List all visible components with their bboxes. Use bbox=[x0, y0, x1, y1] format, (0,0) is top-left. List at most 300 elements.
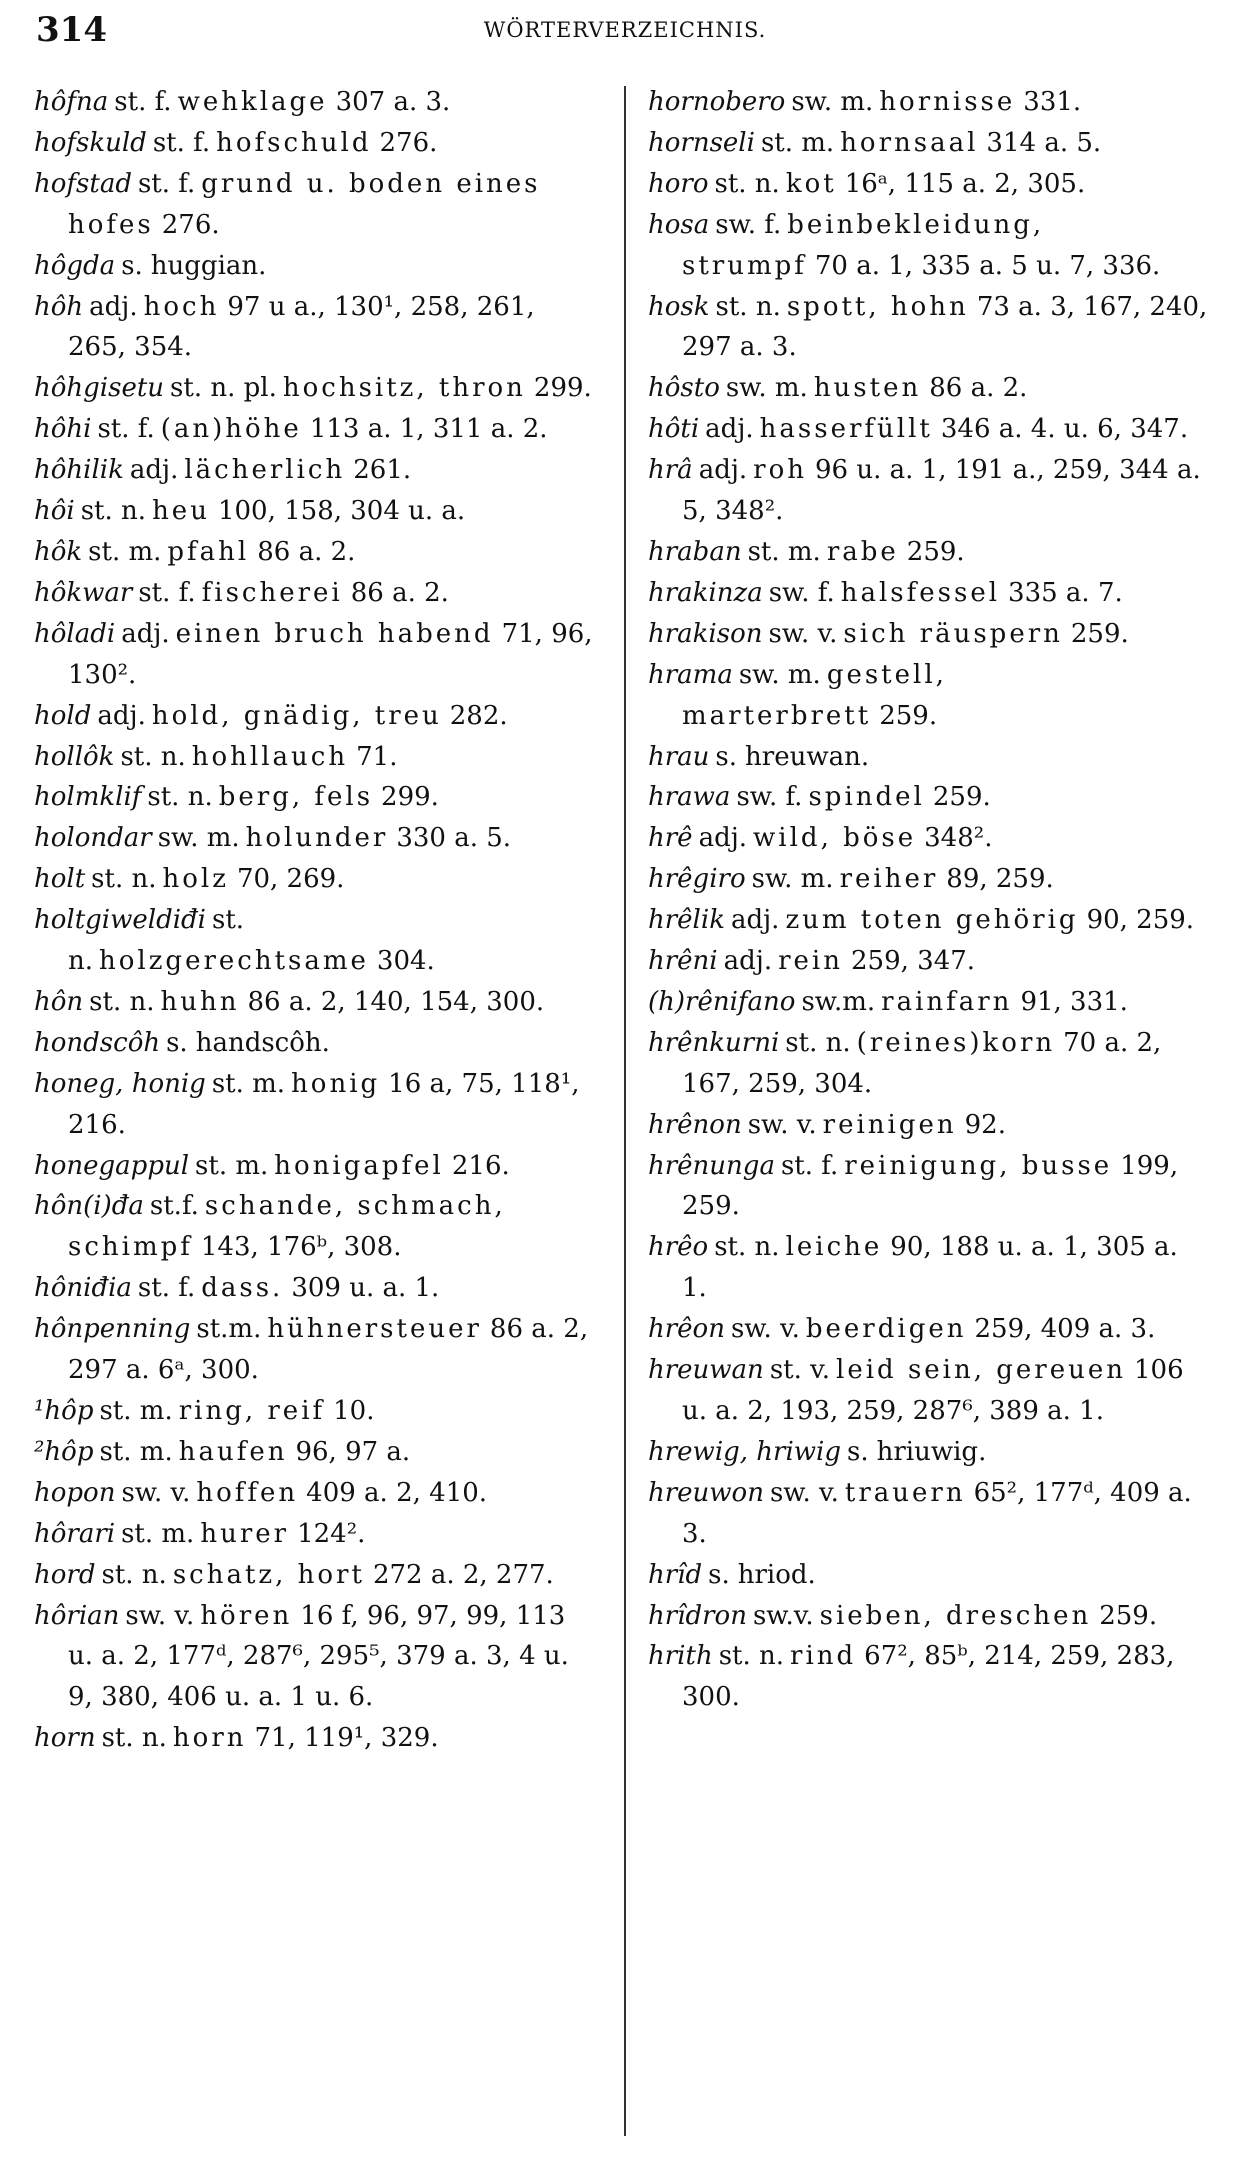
definition: beinbekleidung, strumpf bbox=[682, 209, 1045, 281]
headword: hrakinza bbox=[648, 577, 763, 608]
headword: hôsto bbox=[648, 373, 720, 404]
definition: ring, reif bbox=[178, 1396, 326, 1426]
grammar-label: st. n. bbox=[147, 782, 213, 813]
grammar-label: sw.m. bbox=[801, 986, 876, 1017]
headword: hrâ bbox=[648, 455, 693, 486]
grammar-label: adj. bbox=[698, 823, 748, 854]
definition: leiche bbox=[785, 1232, 883, 1263]
headword: hôn bbox=[34, 986, 84, 1017]
grammar-label: st. m. bbox=[88, 536, 162, 567]
definition: roh bbox=[753, 455, 807, 486]
grammar-label: st. m. bbox=[121, 1518, 195, 1549]
references: 282. bbox=[449, 700, 508, 731]
dictionary-entry bbox=[648, 532, 1208, 573]
definition: rainfarn bbox=[881, 986, 1013, 1017]
grammar-label: s. bbox=[847, 1436, 869, 1467]
dictionary-entry bbox=[34, 1391, 594, 1432]
grammar-label: st. f. bbox=[114, 87, 172, 117]
dictionary-entry bbox=[34, 1555, 594, 1596]
definition: fischerei bbox=[201, 577, 343, 608]
definition: hoffen bbox=[196, 1477, 299, 1508]
definition: huhn bbox=[160, 986, 240, 1017]
grammar-label: st.f. bbox=[149, 1191, 199, 1222]
dictionary-entry bbox=[34, 164, 594, 246]
dictionary-entry bbox=[34, 450, 594, 491]
grammar-label: st. n. bbox=[101, 1559, 167, 1590]
definition: hofschuld bbox=[216, 127, 372, 158]
dictionary-entry bbox=[648, 164, 1208, 205]
headword: hofskuld bbox=[34, 127, 147, 158]
references: 86 a. 2, 140, 154, 300. bbox=[247, 986, 545, 1017]
definition: reinigung, busse bbox=[844, 1150, 1113, 1181]
definition: wehklage bbox=[177, 87, 328, 117]
grammar-label: sw. v. bbox=[747, 1109, 817, 1140]
grammar-label: sw. v. bbox=[730, 1314, 800, 1345]
headword: hôhi bbox=[34, 414, 92, 445]
dictionary-entry bbox=[648, 573, 1208, 614]
dictionary-entry bbox=[648, 1555, 1208, 1596]
headword: holondar bbox=[34, 823, 152, 854]
grammar-label: adj. bbox=[129, 455, 179, 486]
dictionary-entry bbox=[648, 409, 1208, 450]
headword: hornobero bbox=[648, 87, 786, 117]
references: 304. bbox=[376, 946, 435, 977]
dictionary-entry bbox=[648, 777, 1208, 818]
headword: holtgiweldiđi bbox=[34, 905, 206, 936]
headword: hold bbox=[34, 700, 92, 731]
grammar-label: adj. bbox=[121, 618, 170, 649]
grammar-label: s. bbox=[708, 1559, 730, 1590]
dictionary-entry bbox=[648, 287, 1208, 369]
references: 106 u. a. 2, 193, 259, 287⁶, 389 a. 1. bbox=[682, 1355, 1184, 1426]
references: 276. bbox=[379, 127, 438, 158]
definition: rein bbox=[778, 946, 843, 977]
grammar-label: st. f. bbox=[780, 1150, 839, 1181]
headword: hrênon bbox=[648, 1109, 742, 1140]
definition: gestell, marterbrett bbox=[682, 659, 947, 731]
headword: hrênunga bbox=[648, 1150, 775, 1181]
references: 307 a. 3. bbox=[335, 87, 451, 117]
references: 216. bbox=[451, 1150, 510, 1181]
references: 309 u. a. 1. bbox=[291, 1273, 440, 1304]
headword: horn bbox=[34, 1723, 96, 1754]
definition: spindel bbox=[808, 782, 925, 813]
definition: honigapfel bbox=[274, 1150, 444, 1181]
definition: einen bruch habend bbox=[175, 618, 494, 649]
headword: honegappul bbox=[34, 1150, 190, 1181]
grammar-label: sw. v. bbox=[125, 1600, 195, 1631]
grammar-label: adj. bbox=[698, 455, 748, 486]
definition: kot bbox=[785, 168, 837, 199]
dictionary-entry bbox=[648, 900, 1208, 941]
headword: hondscôh bbox=[34, 1027, 161, 1058]
definition: dass. bbox=[201, 1273, 284, 1304]
dictionary-entry bbox=[648, 655, 1208, 737]
references: 71, 96, 130². bbox=[68, 618, 593, 690]
dictionary-entry bbox=[648, 1146, 1208, 1228]
headword: hrê bbox=[648, 823, 693, 854]
grammar-label: st. n. bbox=[68, 905, 245, 977]
references: 67², 85ᵇ, 214, 259, 283, 300. bbox=[682, 1641, 1175, 1713]
dictionary-entry bbox=[648, 123, 1208, 164]
grammar-label: st. n. pl. bbox=[170, 373, 277, 404]
grammar-label: adj. bbox=[89, 291, 138, 322]
dictionary-entry bbox=[34, 368, 594, 409]
headword: hrîd bbox=[648, 1559, 703, 1590]
grammar-label: adj. bbox=[723, 946, 773, 977]
left-column bbox=[34, 82, 594, 1759]
definition: zum toten gehörig bbox=[785, 905, 1079, 936]
dictionary-entry bbox=[648, 737, 1208, 778]
definition: sieben, dreschen bbox=[819, 1600, 1092, 1631]
dictionary-entry bbox=[648, 82, 1208, 123]
references: 143, 176ᵇ, 308. bbox=[200, 1232, 402, 1263]
grammar-label: st. m. bbox=[99, 1396, 173, 1426]
headword: hrêon bbox=[648, 1314, 725, 1345]
references: 124². bbox=[297, 1518, 366, 1549]
references: 70 a. 1, 335 a. 5 u. 7, 336. bbox=[814, 250, 1161, 281]
definition: holzgerechtsame bbox=[99, 946, 369, 977]
headword: hôk bbox=[34, 536, 83, 567]
dictionary-entry bbox=[648, 818, 1208, 859]
definition: (an)höhe bbox=[160, 414, 302, 445]
references: 259. bbox=[1099, 1600, 1158, 1631]
references: 90, 259. bbox=[1086, 905, 1195, 936]
grammar-label: sw. m. bbox=[157, 823, 240, 854]
dictionary-entry bbox=[648, 614, 1208, 655]
headword: horo bbox=[648, 168, 709, 199]
grammar-label: st. f. bbox=[137, 1273, 196, 1304]
page-header bbox=[30, 6, 1220, 56]
definition: hühnersteuer bbox=[267, 1314, 482, 1345]
references: 70 a. 2, 167, 259, 304. bbox=[682, 1027, 1162, 1099]
dictionary-entry bbox=[648, 941, 1208, 982]
grammar-label: adj. bbox=[705, 414, 754, 445]
headword: hosk bbox=[648, 291, 710, 322]
definition: (reines)korn bbox=[856, 1027, 1056, 1058]
column-divider bbox=[624, 86, 626, 2136]
definition: leid sein, gereuen bbox=[836, 1355, 1126, 1386]
headword: hôladi bbox=[34, 618, 116, 649]
headword: hord bbox=[34, 1559, 96, 1590]
references: hreuwan. bbox=[745, 741, 870, 772]
headword: hôi bbox=[34, 496, 75, 527]
grammar-label: st. n. bbox=[715, 291, 781, 322]
definition: schatz, hort bbox=[172, 1559, 365, 1590]
headword: honeg, honig bbox=[34, 1068, 206, 1099]
dictionary-entry bbox=[648, 1432, 1208, 1473]
definition: hurer bbox=[200, 1518, 290, 1549]
definition: schande, schmach, schimpf bbox=[68, 1191, 506, 1263]
references: 259. bbox=[932, 782, 991, 813]
grammar-label: st. n. bbox=[120, 741, 186, 772]
grammar-label: st. n. bbox=[714, 168, 780, 199]
references: 346 a. 4. u. 6, 347. bbox=[940, 414, 1189, 445]
references: 92. bbox=[964, 1109, 1006, 1140]
headword: hrîdron bbox=[648, 1600, 747, 1631]
references: 86 a. 2. bbox=[257, 536, 356, 567]
headword: hôn(i)đa bbox=[34, 1191, 144, 1222]
dictionary-entry bbox=[34, 1596, 594, 1719]
references: 113 a. 1, 311 a. 2. bbox=[309, 414, 548, 445]
references: 299. bbox=[533, 373, 592, 404]
references: 348². bbox=[924, 823, 993, 854]
page-number: 314 bbox=[36, 10, 107, 50]
headword: hrawa bbox=[648, 782, 731, 813]
references: 409 a. 2, 410. bbox=[306, 1477, 488, 1508]
grammar-label: sw.v. bbox=[752, 1600, 814, 1631]
headword: hreuwan bbox=[648, 1355, 764, 1386]
definition: hochsitz, thron bbox=[282, 373, 526, 404]
definition: lächerlich bbox=[184, 455, 346, 486]
references: 97 u a., 130¹, 258, 261, 265, 354. bbox=[68, 291, 535, 363]
grammar-label: st. n. bbox=[785, 1027, 851, 1058]
headword: hôkwar bbox=[34, 577, 133, 608]
dictionary-entry bbox=[34, 737, 594, 778]
grammar-label: st. n. bbox=[89, 986, 155, 1017]
grammar-label: sw. v. bbox=[769, 1477, 839, 1508]
dictionary-entry bbox=[648, 450, 1208, 532]
dictionary-entry bbox=[34, 287, 594, 369]
references: 70, 269. bbox=[236, 864, 345, 895]
dictionary-entry bbox=[648, 982, 1208, 1023]
dictionary-entry bbox=[34, 1146, 594, 1187]
definition: holunder bbox=[245, 823, 389, 854]
definition: pfahl bbox=[167, 536, 250, 567]
grammar-label: st.m. bbox=[196, 1314, 262, 1345]
references: 299. bbox=[381, 782, 439, 813]
grammar-label: st. n. bbox=[80, 496, 147, 527]
grammar-label: s. bbox=[166, 1027, 188, 1058]
headword: holmklif bbox=[34, 782, 142, 813]
headword: hôrari bbox=[34, 1518, 116, 1549]
grammar-label: st. f. bbox=[152, 127, 211, 158]
right-column bbox=[648, 82, 1208, 1718]
headword: ¹hôp bbox=[34, 1396, 94, 1426]
grammar-label: st. f. bbox=[97, 414, 155, 445]
dictionary-entry bbox=[34, 491, 594, 532]
dictionary-entry bbox=[34, 859, 594, 900]
dictionary-entry bbox=[648, 1636, 1208, 1718]
headword: hrith bbox=[648, 1641, 713, 1672]
definition: trauern bbox=[844, 1477, 966, 1508]
dictionary-entry bbox=[34, 246, 594, 287]
definition: rabe bbox=[826, 536, 899, 567]
grammar-label: st. m. bbox=[211, 1068, 286, 1099]
dictionary-entry bbox=[648, 1227, 1208, 1309]
grammar-label: sw. f. bbox=[768, 577, 835, 608]
grammar-label: st. n. bbox=[101, 1723, 167, 1754]
dictionary-entry bbox=[648, 1473, 1208, 1555]
references: 335 a. 7. bbox=[1008, 577, 1123, 608]
headword: hraban bbox=[648, 536, 742, 567]
headword: hôgda bbox=[34, 250, 116, 281]
definition: haufen bbox=[178, 1436, 288, 1467]
references: handscôh. bbox=[195, 1027, 330, 1058]
references: 276. bbox=[161, 209, 220, 240]
definition: reiher bbox=[839, 864, 939, 895]
headword: hosa bbox=[648, 209, 710, 240]
dictionary-entry bbox=[34, 1023, 594, 1064]
references: 259, 409 a. 3. bbox=[974, 1314, 1156, 1345]
dictionary-entry bbox=[34, 777, 594, 818]
dictionary-entry bbox=[648, 368, 1208, 409]
references: 91, 331. bbox=[1020, 986, 1128, 1017]
headword: hrêo bbox=[648, 1232, 709, 1263]
dictionary-entry bbox=[34, 1432, 594, 1473]
references: 89, 259. bbox=[946, 864, 1054, 895]
references: 86 a. 2. bbox=[929, 373, 1028, 404]
grammar-label: st. n. bbox=[714, 1232, 780, 1263]
references: 86 a. 2. bbox=[350, 577, 449, 608]
grammar-label: st. f. bbox=[138, 577, 196, 608]
grammar-label: st. m. bbox=[747, 536, 821, 567]
references: 259. bbox=[1070, 618, 1129, 649]
references: 65², 177ᵈ, 409 a. 3. bbox=[682, 1477, 1192, 1549]
references: 96, 97 a. bbox=[295, 1436, 411, 1467]
dictionary-entry bbox=[34, 123, 594, 164]
definition: hornsaal bbox=[840, 127, 979, 158]
grammar-label: sw. f. bbox=[715, 209, 782, 240]
references: 71, 119¹, 329. bbox=[254, 1723, 439, 1754]
headword: hôniđia bbox=[34, 1273, 132, 1304]
dictionary-entry bbox=[34, 900, 594, 982]
dictionary-entry bbox=[34, 1064, 594, 1146]
grammar-label: adj. bbox=[97, 700, 146, 731]
headword: hrakison bbox=[648, 618, 763, 649]
grammar-label: s. bbox=[715, 741, 738, 772]
grammar-label: st. n. bbox=[718, 1641, 785, 1672]
definition: hold, gnädig, treu bbox=[151, 700, 442, 731]
references: hriod. bbox=[737, 1559, 816, 1590]
dictionary-entry bbox=[34, 573, 594, 614]
headword: hreuwon bbox=[648, 1477, 764, 1508]
dictionary-entry bbox=[34, 82, 594, 123]
references: 16ᵃ, 115 a. 2, 305. bbox=[844, 168, 1086, 199]
references: 259, 347. bbox=[851, 946, 976, 977]
definition: wild, böse bbox=[753, 823, 917, 854]
definition: hören bbox=[200, 1600, 293, 1631]
references: 330 a. 5. bbox=[396, 823, 512, 854]
definition: reinigen bbox=[822, 1109, 957, 1140]
headword: hrewig, hriwig bbox=[648, 1436, 842, 1467]
running-title: WÖRTERVERZEICHNIS. bbox=[483, 18, 767, 42]
references: 100, 158, 304 u. a. bbox=[217, 496, 466, 527]
definition: hohllauch bbox=[191, 741, 349, 772]
references: 272 a. 2, 277. bbox=[372, 1559, 554, 1590]
dictionary-entry bbox=[34, 1718, 594, 1759]
headword: hrêni bbox=[648, 946, 718, 977]
dictionary-entry bbox=[648, 1023, 1208, 1105]
definition: hornisse bbox=[879, 87, 1016, 117]
headword: holt bbox=[34, 864, 86, 895]
headword: hrama bbox=[648, 659, 733, 690]
headword: hônpenning bbox=[34, 1314, 191, 1345]
headword: hrau bbox=[648, 741, 710, 772]
grammar-label: adj. bbox=[730, 905, 780, 936]
dictionary-entry bbox=[34, 696, 594, 737]
headword: ²hôp bbox=[34, 1436, 94, 1467]
dictionary-entry bbox=[648, 1350, 1208, 1432]
grammar-label: sw. m. bbox=[725, 373, 808, 404]
dictionary-entry bbox=[648, 859, 1208, 900]
references: hriuwig. bbox=[876, 1436, 987, 1467]
dictionary-entry bbox=[34, 1309, 594, 1391]
definition: halsfessel bbox=[840, 577, 1001, 608]
headword: hopon bbox=[34, 1477, 116, 1508]
dictionary-entry bbox=[34, 409, 594, 450]
definition: grund u. boden eines hofes bbox=[68, 168, 541, 240]
references: 90, 188 u. a. 1, 305 a. 1. bbox=[682, 1232, 1178, 1304]
definition: beerdigen bbox=[805, 1314, 967, 1345]
headword: hôfna bbox=[34, 87, 109, 117]
references: 199, 259. bbox=[682, 1150, 1179, 1222]
dictionary-entry bbox=[648, 1105, 1208, 1146]
dictionary-entry bbox=[34, 818, 594, 859]
definition: heu bbox=[152, 496, 210, 527]
definition: hoch bbox=[143, 291, 220, 322]
headword: hôhgisetu bbox=[34, 373, 165, 404]
references: 73 a. 3, 167, 240, 297 a. 3. bbox=[682, 291, 1208, 363]
headword: hollôk bbox=[34, 741, 115, 772]
grammar-label: sw. v. bbox=[768, 618, 838, 649]
definition: horn bbox=[172, 1723, 247, 1754]
grammar-label: s. bbox=[121, 250, 143, 281]
references: 331. bbox=[1023, 87, 1082, 117]
grammar-label: st. m. bbox=[195, 1150, 269, 1181]
dictionary-entry bbox=[34, 532, 594, 573]
grammar-label: sw. m. bbox=[751, 864, 834, 895]
headword: hôti bbox=[648, 414, 700, 445]
definition: holz bbox=[162, 864, 229, 895]
headword: hôrian bbox=[34, 1600, 120, 1631]
headword: hrêlik bbox=[648, 905, 725, 936]
dictionary-entry bbox=[34, 614, 594, 696]
definition: hasserfüllt bbox=[759, 414, 933, 445]
references: 86 a. 2, 297 a. 6ᵃ, 300. bbox=[68, 1314, 589, 1386]
dictionary-entry bbox=[648, 205, 1208, 287]
references: 96 u. a. 1, 191 a., 259, 344 a. 5, 348². bbox=[682, 455, 1201, 527]
definition: berg, fels bbox=[218, 782, 374, 813]
dictionary-entry bbox=[34, 1186, 594, 1268]
grammar-label: st. m. bbox=[99, 1436, 173, 1467]
dictionary-entry bbox=[34, 1514, 594, 1555]
definition: honig bbox=[291, 1068, 381, 1099]
references: 10. bbox=[333, 1396, 375, 1426]
references: 16 a, 75, 118¹, 216. bbox=[68, 1068, 580, 1140]
dictionary-entry bbox=[34, 1268, 594, 1309]
dictionary-entry bbox=[648, 1309, 1208, 1350]
references: huggian. bbox=[150, 250, 267, 281]
grammar-label: st. f. bbox=[137, 168, 196, 199]
grammar-label: sw. f. bbox=[736, 782, 803, 813]
headword: hrênkurni bbox=[648, 1027, 780, 1058]
grammar-label: st. n. bbox=[91, 864, 157, 895]
definition: sich räuspern bbox=[843, 618, 1063, 649]
definition: rind bbox=[790, 1641, 857, 1672]
references: 261. bbox=[353, 455, 412, 486]
grammar-label: sw. v. bbox=[121, 1477, 191, 1508]
dictionary-entry bbox=[34, 1473, 594, 1514]
headword: hofstad bbox=[34, 168, 132, 199]
headword: hrêgiro bbox=[648, 864, 746, 895]
headword: hôh bbox=[34, 291, 84, 322]
headword: hornseli bbox=[648, 127, 755, 158]
references: 314 a. 5. bbox=[986, 127, 1102, 158]
definition: spott, hohn bbox=[786, 291, 969, 322]
references: 71. bbox=[356, 741, 398, 772]
references: 259. bbox=[906, 536, 965, 567]
